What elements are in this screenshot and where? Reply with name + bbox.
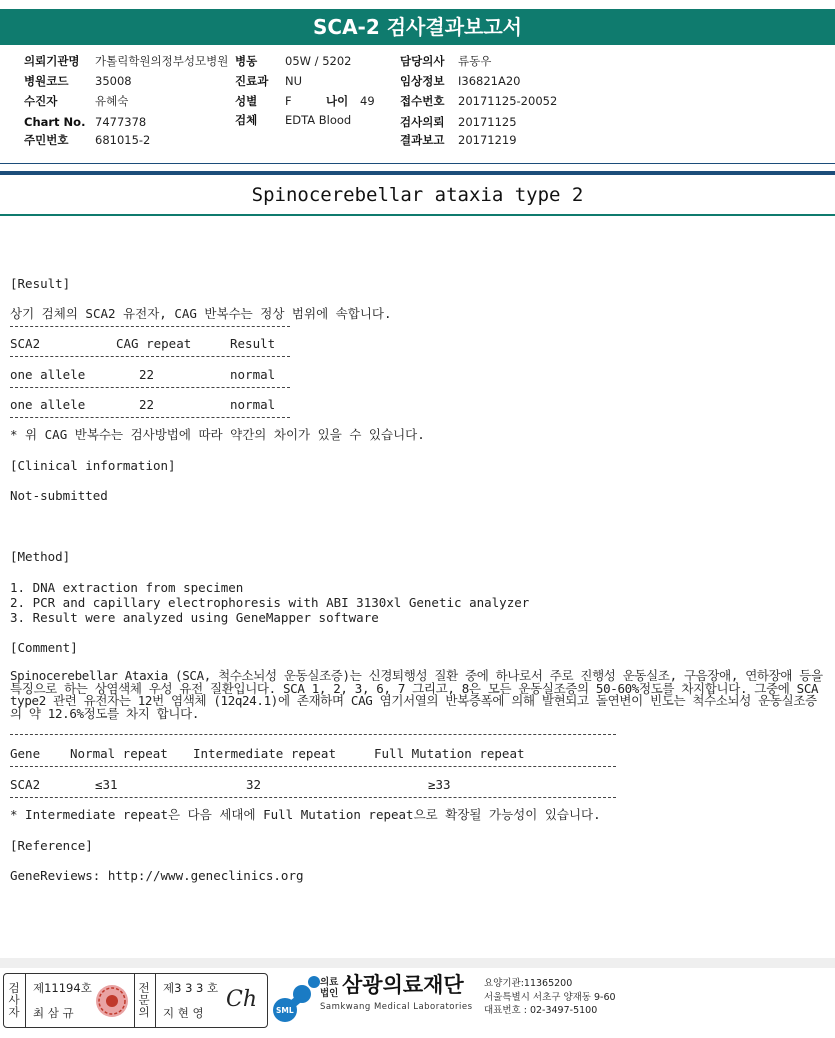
gene-col-gene: Gene bbox=[10, 746, 41, 761]
org-prefix: 의료 법인 bbox=[320, 977, 339, 999]
gene-col-full: Full Mutation repeat bbox=[374, 746, 525, 761]
gene-row-gene: SCA2 bbox=[10, 777, 41, 792]
table-divider bbox=[10, 387, 290, 388]
result-row-result: normal bbox=[230, 367, 276, 382]
ward-value: 05W / 5202 bbox=[285, 54, 352, 68]
comment-text: Spinocerebellar Ataxia (SCA, 척수소뇌성 운동실조증)는 신경퇴행성 질환 중에 하나로서 주로 진행성 운동실조, 구음장애, 연하장애 등을 특징으로 하는 상염색체 우성 유전 질환입니다. SCA 1, 2, 3, 6, 7 그리고, 8은 모든 운동실조증의 50-60%정도를 차지합니다. 그중에 SCA type2 관련 유전자는 12번 염색체 (12q24.1)에 존재하며 CAG 염기서열의 반복증폭에 의해 발현되고 돌연변이 빈도는 척수소뇌성 운동실조증의 약 12.6%정도를 차지 합니다. bbox=[10, 668, 823, 721]
gene-col-normal: Normal repeat bbox=[70, 746, 168, 761]
method-item: 3. Result were analyzed using GeneMapper software bbox=[10, 610, 379, 625]
org-name: 삼광의료재단 bbox=[342, 973, 464, 997]
accession-value: 20171125-20052 bbox=[458, 94, 558, 108]
department-label: 진료과 bbox=[235, 74, 269, 88]
hospital-name-label: 의뢰기관명 bbox=[24, 54, 80, 68]
chart-no-label: Chart No. bbox=[24, 115, 86, 129]
specimen-value: EDTA Blood bbox=[285, 113, 352, 127]
report-header-title: SCA-2 검사결과보고서 bbox=[0, 9, 835, 45]
footer-band bbox=[0, 958, 835, 968]
specialist-signature: Ch bbox=[226, 987, 258, 1012]
result-summary: 상기 검체의 SCA2 유전자, CAG 반복수는 정상 범위에 속합니다. bbox=[10, 306, 392, 321]
examiner-seal-icon bbox=[94, 983, 130, 1019]
chart-no-value: 7477378 bbox=[95, 115, 147, 129]
hospital-code-value: 35008 bbox=[95, 74, 132, 88]
clinical-text: Not-submitted bbox=[10, 488, 108, 503]
gene-col-intermediate: Intermediate repeat bbox=[193, 746, 336, 761]
result-row-allele: one allele bbox=[10, 367, 86, 382]
gene-row-intermediate: 32 bbox=[246, 777, 262, 792]
report-date-label: 결과보고 bbox=[400, 133, 445, 147]
org-contact-line: 서울특별시 서초구 양재동 9-60 bbox=[484, 991, 616, 1003]
result-note: * 위 CAG 반복수는 검사방법에 따라 약간의 차이가 있을 수 있습니다. bbox=[10, 427, 425, 442]
hospital-code-label: 병원코드 bbox=[24, 74, 69, 88]
info-row bbox=[24, 72, 824, 90]
org-english-name: Samkwang Medical Laboratories bbox=[320, 1002, 473, 1012]
specialist-license: 제3 3 3 호 bbox=[163, 981, 219, 995]
header-divider-thick bbox=[0, 171, 835, 175]
signature-box bbox=[3, 973, 268, 1028]
table-divider bbox=[10, 326, 290, 327]
table-divider bbox=[10, 734, 616, 735]
table-divider bbox=[10, 356, 290, 357]
sml-logo-icon bbox=[271, 974, 321, 1024]
reference-text: GeneReviews: http://www.geneclinics.org bbox=[10, 868, 304, 883]
info-row bbox=[24, 52, 824, 70]
patient-label: 수진자 bbox=[24, 94, 58, 108]
doctor-value: 류동우 bbox=[458, 54, 492, 68]
specimen-label: 검체 bbox=[235, 113, 258, 127]
sex-label: 성별 bbox=[235, 94, 258, 108]
info-row bbox=[24, 92, 824, 110]
resident-no-value: 681015-2 bbox=[95, 133, 151, 147]
gene-row-normal: ≤31 bbox=[95, 777, 118, 792]
report-date-value: 20171219 bbox=[458, 133, 517, 147]
header-divider bbox=[0, 163, 835, 164]
sex-value: F bbox=[285, 94, 292, 108]
result-col-gene: SCA2 bbox=[10, 336, 41, 351]
clinical-info-label: 임상정보 bbox=[400, 74, 445, 88]
gene-row-full: ≥33 bbox=[428, 777, 451, 792]
table-divider bbox=[10, 797, 616, 798]
age-value: 49 bbox=[360, 94, 375, 108]
method-item: 1. DNA extraction from specimen bbox=[10, 580, 244, 595]
method-heading: [Method] bbox=[10, 549, 71, 564]
table-divider bbox=[10, 766, 616, 767]
patient-info-block bbox=[24, 52, 824, 152]
result-col-result: Result bbox=[230, 336, 276, 351]
result-row-repeat: 22 bbox=[139, 397, 155, 412]
title-divider bbox=[0, 214, 835, 216]
examiner-license: 제11194호 bbox=[33, 981, 92, 995]
info-row bbox=[24, 131, 824, 149]
age-label: 나이 bbox=[326, 94, 349, 108]
department-value: NU bbox=[285, 74, 303, 88]
result-row-result: normal bbox=[230, 397, 276, 412]
org-contact bbox=[484, 977, 616, 1018]
examiner-name: 최 삼 규 bbox=[33, 1006, 74, 1020]
info-row bbox=[24, 113, 824, 131]
org-contact-line: 요양기관:11365200 bbox=[484, 978, 573, 989]
logo-text: SML bbox=[276, 1006, 294, 1015]
result-row-repeat: 22 bbox=[139, 367, 155, 382]
org-contact-line: 대표번호 : 02-3497-5100 bbox=[484, 1005, 598, 1016]
method-item: 2. PCR and capillary electrophoresis with ABI 3130xl Genetic analyzer bbox=[10, 595, 530, 610]
request-date-value: 20171125 bbox=[458, 115, 517, 129]
request-date-label: 검사의뢰 bbox=[400, 115, 445, 129]
hospital-name-value: 가톨릭학원의정부성모병원 bbox=[95, 54, 229, 68]
result-heading: [Result] bbox=[10, 276, 71, 291]
report-title: Spinocerebellar ataxia type 2 bbox=[251, 184, 584, 206]
comment-heading: [Comment] bbox=[10, 640, 78, 655]
clinical-heading: [Clinical information] bbox=[10, 458, 176, 473]
comment-note: * Intermediate repeat은 다음 세대에 Full Mutation repeat으로 확장될 가능성이 있습니다. bbox=[10, 807, 601, 822]
specialist-name: 지 현 영 bbox=[163, 1006, 204, 1020]
clinical-info-value: I36821A20 bbox=[458, 74, 521, 88]
reference-heading: [Reference] bbox=[10, 838, 93, 853]
accession-label: 접수번호 bbox=[400, 94, 445, 108]
patient-value: 유혜숙 bbox=[95, 94, 129, 108]
examiner-vertical-label: 검 사 자 bbox=[8, 981, 20, 1019]
specialist-vertical-label: 전 문 의 bbox=[138, 981, 150, 1019]
table-divider bbox=[10, 417, 290, 418]
result-col-repeat: CAG repeat bbox=[116, 336, 192, 351]
doctor-label: 담당의사 bbox=[400, 54, 445, 68]
result-row-allele: one allele bbox=[10, 397, 86, 412]
resident-no-label: 주민번호 bbox=[24, 133, 69, 147]
ward-label: 병동 bbox=[235, 54, 258, 68]
